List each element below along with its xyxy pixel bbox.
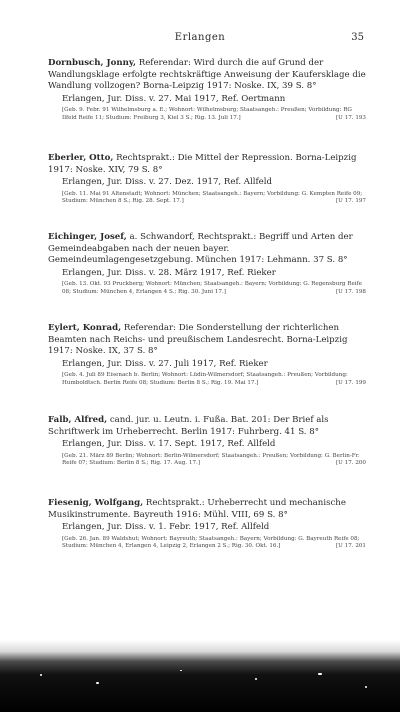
entry-main-text — [48, 498, 366, 521]
entry-title: Rechtsprakt.: Die Mittel der Repression. Borna-Leipzig 1917: Noske. XIV, 79 S. 8° — [48, 153, 357, 175]
dissertation-entry — [48, 415, 366, 468]
dissertation-line: Erlangen, Jur. Diss. v. 27. Mai 1917, Ref. Oertmann — [62, 93, 286, 104]
dissertation-entry — [48, 498, 366, 551]
catalog-ref: [U 17. 201 — [335, 543, 366, 550]
entry-main-text — [48, 153, 366, 176]
note-text: [Geb. 13. Okt. 93 Pruckberg; Wohnort: München; Staatsangeh.: Bayern; Vorbildung: G. Regensburg Reife 08; Studium: München 4, Erlangen 4 S.; Rig. 30. Juni 17.] — [62, 281, 362, 295]
page-number: 35 — [351, 32, 364, 43]
dissertation-entry — [48, 323, 366, 387]
scan-speck — [180, 670, 182, 671]
author-name: Eylert, Konrad, — [48, 323, 122, 333]
biographical-note — [48, 191, 366, 206]
dissertation-line: Erlangen, Jur. Diss. v. 27. Dez. 1917, Ref. Allfeld — [62, 177, 273, 188]
author-name: Dornbusch, Jonny, — [48, 58, 136, 68]
catalog-ref: [U 17. 199 — [335, 379, 366, 386]
author-name: Eichinger, Josef, — [48, 232, 127, 242]
running-header — [0, 32, 400, 48]
entry-main-text — [48, 232, 366, 267]
dissertation-line: Erlangen, Jur. Diss. v. 1. Febr. 1917, Ref. Allfeld — [62, 522, 270, 533]
entry-title: cand. jur. u. Leutn. i. Fußa. Bat. 201: Der Brief als Schriftwerk im Urheberrecht. Berlin 1917: Fuhrberg. 41 S. 8° — [48, 415, 329, 437]
dissertation-line: Erlangen, Jur. Diss. v. 27. Juli 1917, Ref. Rieker — [62, 358, 268, 369]
dissertation-entry — [48, 153, 366, 206]
entry-main-text — [48, 415, 366, 438]
entry-title: a. Schwandorf, Rechtsprakt.: Begriff und Arten der Gemeindeabgaben nach der neuen bayer. Gemeindeumlagengesetzgebung. München 1917: Lehmann. 37 S. 8° — [48, 232, 353, 266]
note-text: [Geb. 9. Febr. 91 Wilhelmsburg a. E.; Wohnort: Wilhelmsburg; Staatsangeh.: Preußen; Vorbildung: RG Ilfeld Reife 11; Studium: Freiburg 3, Kiel 3 S.; Rig. 13. Juli 17.] — [62, 107, 352, 121]
dissertation-entry — [48, 58, 366, 122]
catalog-ref: [U 17. 197 — [335, 198, 366, 205]
note-text: [Geb. 4. Juli 89 Eisenach b. Berlin; Wohnort: Lüdin-Wilmersdorf; Staatsangeh.: Preußen; Vorbildung: Humboldtsch. Berlin Reife 08; Studium: Berlin 8 S.; Rig. 19. Mai 17.] — [62, 372, 348, 386]
catalog-ref: [U 17. 198 — [335, 288, 366, 295]
catalog-ref: [U 17. 200 — [335, 460, 366, 467]
scan-speck — [40, 674, 42, 676]
author-name: Fiesenig, Wolfgang, — [48, 498, 144, 508]
biographical-note — [48, 453, 366, 468]
note-text: [Geb. 26. Jan. 89 Waldshut; Wohnort: Bayreuth; Staatsangeh.: Bayern; Vorbildung: G. Bayreuth Reife 08; Studium: München 4, Erlangen 4, Leipzig 2, Erlangen 2 S.; Rig. 30. Okt. 16.] — [62, 535, 360, 550]
author-name: Falb, Alfred, — [48, 415, 108, 425]
entry-main-text — [48, 323, 366, 358]
note-text: [Geb. 11. Mai 91 Altenstadt; Wohnort: München; Staatsangeh.: Bayern; Vorbildung: G. Kempten Reife 09; Studium: München 8 S.; Rig. 28. Sept. 17.] — [62, 190, 363, 205]
entry-title: Rechtsprakt.: Urheberrecht und mechanische Musikinstrumente. Bayreuth 1916: Mühl. VIII, 69 S. 8° — [48, 498, 346, 520]
scan-shadow-band — [0, 640, 400, 712]
scan-speck — [255, 678, 257, 680]
biographical-note — [48, 536, 366, 551]
author-name: Eberler, Otto, — [48, 153, 114, 163]
scan-speck — [318, 673, 322, 675]
dissertation-line: Erlangen, Jur. Diss. v. 17. Sept. 1917, Ref. Allfeld — [62, 439, 276, 450]
header-title: Erlangen — [174, 32, 226, 43]
catalog-ref: [U 17. 193 — [335, 114, 366, 121]
dissertation-entry — [48, 232, 366, 296]
biographical-note — [48, 372, 366, 387]
scan-speck — [365, 686, 367, 688]
entry-main-text — [48, 58, 366, 93]
biographical-note — [48, 281, 366, 296]
entry-title: Referendar: Wird durch die auf Grund der Wandlungsklage erfolgte rechtskräftige Anweisung der Kaufersklage die Wandlung vollzogen? Borna-Leipzig 1917: Noske. IX, 39 S. 8° — [48, 58, 366, 92]
note-text: [Geb. 21. März 89 Berlin; Wohnort: Berlin-Wilmersdorf; Staatsangeh.: Preußen; Vorbildung: G. Berlin-Fr. Reife 07; Studium: Berlin 8 S.; Rig. 17. Aug. 17.] — [62, 452, 360, 467]
dissertation-line: Erlangen, Jur. Diss. v. 28. März 1917, Ref. Rieker — [62, 267, 276, 278]
entry-title: Referendar: Die Sonderstellung der richterlichen Beamten nach Reichs- und preußischem Landesrecht. Borna-Leipzig 1917: Noske. IX, 37 S. 8° — [48, 323, 348, 357]
biographical-note — [48, 107, 366, 122]
scan-speck — [96, 682, 99, 684]
